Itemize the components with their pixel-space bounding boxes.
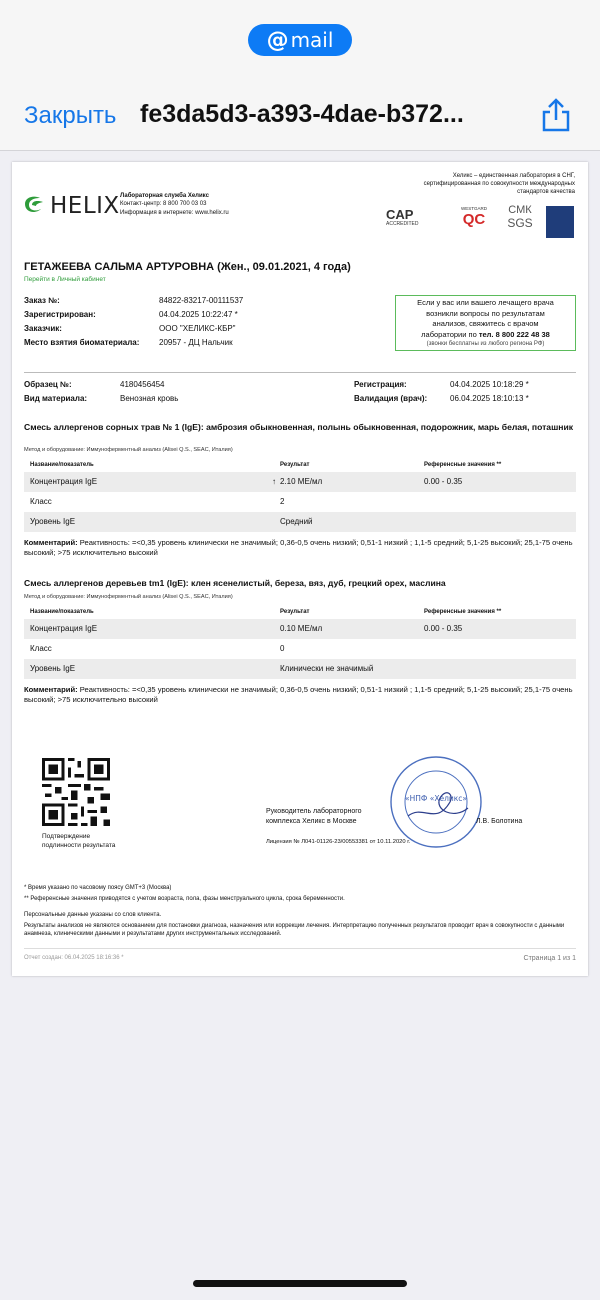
license: Лицензия № Л041-01126-23/00553381 от 10.11.2020 г. bbox=[266, 839, 411, 845]
notice-line: лаборатории по bbox=[421, 329, 479, 339]
row-name: Уровень IgE bbox=[30, 517, 76, 526]
qr-code[interactable] bbox=[42, 758, 110, 826]
mail-app-badge[interactable] bbox=[248, 24, 352, 56]
notice-note: (звонки бесплатны из любого региона РФ) bbox=[426, 341, 545, 347]
table-row bbox=[24, 472, 576, 492]
notice-line: анализов, свяжитесь с врачом bbox=[432, 319, 539, 328]
row-name: Концентрация IgE bbox=[30, 624, 98, 633]
report-created: Отчет создан: 06.04.2025 18:16:36 * bbox=[24, 955, 124, 961]
order-value: 84822-83217-00111537 bbox=[159, 296, 244, 305]
val-value: 06.04.2025 18:10:13 * bbox=[450, 394, 529, 403]
table-row bbox=[24, 492, 576, 512]
cmk-text: СМК bbox=[508, 204, 532, 216]
up-arrow-icon: ↑ bbox=[272, 477, 276, 486]
test-comment bbox=[24, 538, 576, 559]
helix-logo bbox=[22, 190, 120, 219]
row-name: Класс bbox=[30, 644, 52, 653]
notice-line: возникли вопросы по результатам bbox=[426, 308, 545, 318]
test-method: Метод и оборудование: Иммуноферментный анализ (Alisei Q.S., SEAC, Италия) bbox=[24, 447, 233, 453]
registered-value: 04.04.2025 10:22:47 * bbox=[159, 310, 238, 319]
row-name: Концентрация IgE bbox=[30, 477, 98, 486]
row-result: 0.10 МЕ/мл bbox=[280, 624, 323, 633]
laboratory-stamp bbox=[388, 754, 484, 850]
material-label: Вид материала: bbox=[24, 394, 88, 403]
table-row bbox=[24, 659, 576, 679]
cmk-logo bbox=[506, 204, 534, 230]
table-header bbox=[24, 609, 576, 619]
footnote: Персональные данные указаны со слов клиента. bbox=[24, 912, 162, 918]
qc-text: QC bbox=[462, 210, 486, 228]
cap-accredited: ACCREDITED bbox=[386, 221, 419, 227]
notice-line: Если у вас или вашего лечащего врача bbox=[417, 298, 554, 307]
test-title: Смесь аллергенов сорных трав № 1 (IgE): амброзия обыкновенная, полынь обыкновенная, подорожник, марь белая, поташник bbox=[24, 422, 574, 432]
table-row bbox=[24, 639, 576, 659]
validation-labels bbox=[354, 378, 427, 406]
lab-name: Лабораторная служба Хеликс bbox=[120, 193, 209, 199]
share-icon[interactable] bbox=[537, 96, 575, 134]
head-title-line: комплекса Хеликс в Москве bbox=[266, 817, 357, 825]
customer-label: Заказчик: bbox=[24, 324, 62, 333]
document-title: fe3da5d3-a393-4dae-b372... bbox=[140, 100, 464, 128]
cap-text: CAP bbox=[386, 207, 414, 222]
qr-caption-line: Подтверждение bbox=[42, 833, 91, 840]
reg-label: Регистрация: bbox=[354, 380, 407, 389]
page-counter: Страница 1 из 1 bbox=[523, 955, 576, 962]
stamp-text: «НПФ «Хеликс» bbox=[405, 794, 467, 803]
registered-label: Зарегистрирован: bbox=[24, 310, 96, 319]
reg-value: 04.04.2025 10:18:29 * bbox=[450, 380, 529, 389]
close-button[interactable]: Закрыть bbox=[24, 102, 117, 129]
slogan-line: стандартов качества bbox=[517, 189, 575, 196]
sample-values bbox=[120, 378, 178, 406]
test-method: Метод и оборудование: Иммуноферментный анализ (Alisei Q.S., SEAC, Италия) bbox=[24, 594, 233, 600]
row-result: Средний bbox=[280, 517, 313, 526]
sample-label: Образец №: bbox=[24, 380, 72, 389]
contact-notice bbox=[395, 295, 576, 351]
customer-value: ООО "ХЕЛИКС-КБР" bbox=[159, 324, 236, 333]
cap-logo bbox=[386, 208, 426, 228]
order-label: Заказ №: bbox=[24, 296, 60, 305]
qr-caption-line: подлинности результата bbox=[42, 842, 116, 850]
at-icon: @ bbox=[266, 27, 289, 53]
col-name: Название/показатель bbox=[30, 462, 94, 468]
logo-text: HELIX bbox=[50, 193, 120, 219]
westgard-logo bbox=[456, 206, 492, 227]
head-title-line: Руководитель лабораторного bbox=[266, 808, 362, 815]
patient-name: ГЕТАЖЕЕВА САЛЬМА АРТУРОВНА (Жен., 09.01.2021, 4 года) bbox=[24, 261, 351, 273]
col-result: Результат bbox=[280, 462, 310, 468]
slogan-line: Хеликс – единственная лаборатория в СНГ, bbox=[452, 173, 575, 179]
quality-slogan bbox=[362, 172, 575, 196]
home-indicator[interactable] bbox=[193, 1280, 407, 1287]
comment-text: Реактивность: =<0,35 уровень клинически не значимый; 0,36-0,5 очень низкий; 0,51-1 низкий ; 1,1-5 средний; 5,1-25 высокий; 25,1-75 очень высокий; >75 исключительно высокий bbox=[24, 538, 573, 558]
order-labels bbox=[24, 294, 139, 350]
footnote: * Время указано по часовому поясу GMT+3 (Москва) bbox=[24, 885, 172, 891]
row-result: 2.10 МЕ/мл bbox=[280, 477, 323, 486]
row-name: Уровень IgE bbox=[30, 664, 76, 673]
sgs-text: SGS bbox=[507, 216, 533, 231]
footnote: ** Референсные значения приводятся с учетом возраста, пола, фазы менструального цикла, срока беременности. bbox=[24, 896, 345, 902]
table-header bbox=[24, 462, 576, 472]
westgard-text: WESTGARD bbox=[460, 206, 487, 211]
global-group-logo bbox=[546, 206, 574, 238]
col-reference: Референсные значения ** bbox=[424, 462, 502, 468]
test-comment bbox=[24, 685, 576, 706]
row-reference: 0.00 - 0.35 bbox=[424, 624, 463, 633]
slogan-line: сертифицированная по совокупности международных bbox=[423, 181, 575, 188]
comment-label: Комментарий: bbox=[24, 685, 78, 694]
table-row bbox=[24, 619, 576, 639]
cabinet-link[interactable]: Перейти в Личный кабинет bbox=[24, 276, 106, 283]
divider bbox=[24, 372, 576, 373]
pdf-page bbox=[12, 162, 588, 976]
val-label: Валидация (врач): bbox=[354, 394, 428, 403]
col-result: Результат bbox=[280, 609, 310, 615]
row-reference: 0.00 - 0.35 bbox=[424, 477, 463, 486]
table-row bbox=[24, 512, 576, 532]
test-title: Смесь аллергенов деревьев tm1 (IgE): клен ясенелистый, береза, вяз, дуб, грецкий орех, маслина bbox=[24, 578, 446, 588]
col-reference: Референсные значения ** bbox=[424, 609, 502, 615]
col-name: Название/показатель bbox=[30, 609, 94, 615]
signature-block bbox=[266, 807, 362, 827]
certificates bbox=[386, 204, 576, 240]
order-values bbox=[159, 294, 243, 350]
sample-labels bbox=[24, 378, 87, 406]
place-label: Место взятия биоматериала: bbox=[24, 338, 140, 347]
row-result: Клинически не значимый bbox=[280, 664, 374, 673]
signer-name: Л.В. Болотина bbox=[476, 818, 523, 825]
sample-value: 4180456454 bbox=[120, 380, 165, 389]
notice-phone: тел. 8 800 222 48 38 bbox=[478, 329, 550, 339]
qr-caption bbox=[42, 832, 115, 850]
material-value: Венозная кровь bbox=[120, 394, 179, 403]
row-result: 0 bbox=[280, 644, 285, 653]
lab-website: Информация в интернете: www.helix.ru bbox=[120, 209, 229, 216]
lab-contact: Контакт-центр: 8 800 700 03 03 bbox=[120, 201, 207, 208]
mail-badge-label: mail bbox=[290, 28, 334, 52]
comment-text: Реактивность: =<0,35 уровень клинически не значимый; 0,36-0,5 очень низкий; 0,51-1 низкий ; 1,1-5 средний; 5,1-25 высокий; 25,1-75 очень высокий; >75 исключительно высокий bbox=[24, 685, 573, 705]
place-value: 20957 - ДЦ Нальчик bbox=[159, 338, 233, 347]
row-result: 2 bbox=[280, 497, 285, 506]
status-bar bbox=[0, 0, 600, 78]
footnote: Результаты анализов не являются основанием для постановки диагноза, назначения или коррекции лечения. Интерпретацию полученных результатов проводит врач в совокупности с данными анамнеза, клиническими данными и результатами других инструментальных исследований. bbox=[24, 923, 565, 938]
row-name: Класс bbox=[30, 497, 52, 506]
validation-values bbox=[450, 378, 529, 406]
lab-info bbox=[120, 192, 229, 217]
viewer-navbar bbox=[0, 78, 600, 151]
divider bbox=[24, 948, 576, 949]
comment-label: Комментарий: bbox=[24, 538, 78, 547]
helix-logo-icon bbox=[22, 192, 46, 216]
